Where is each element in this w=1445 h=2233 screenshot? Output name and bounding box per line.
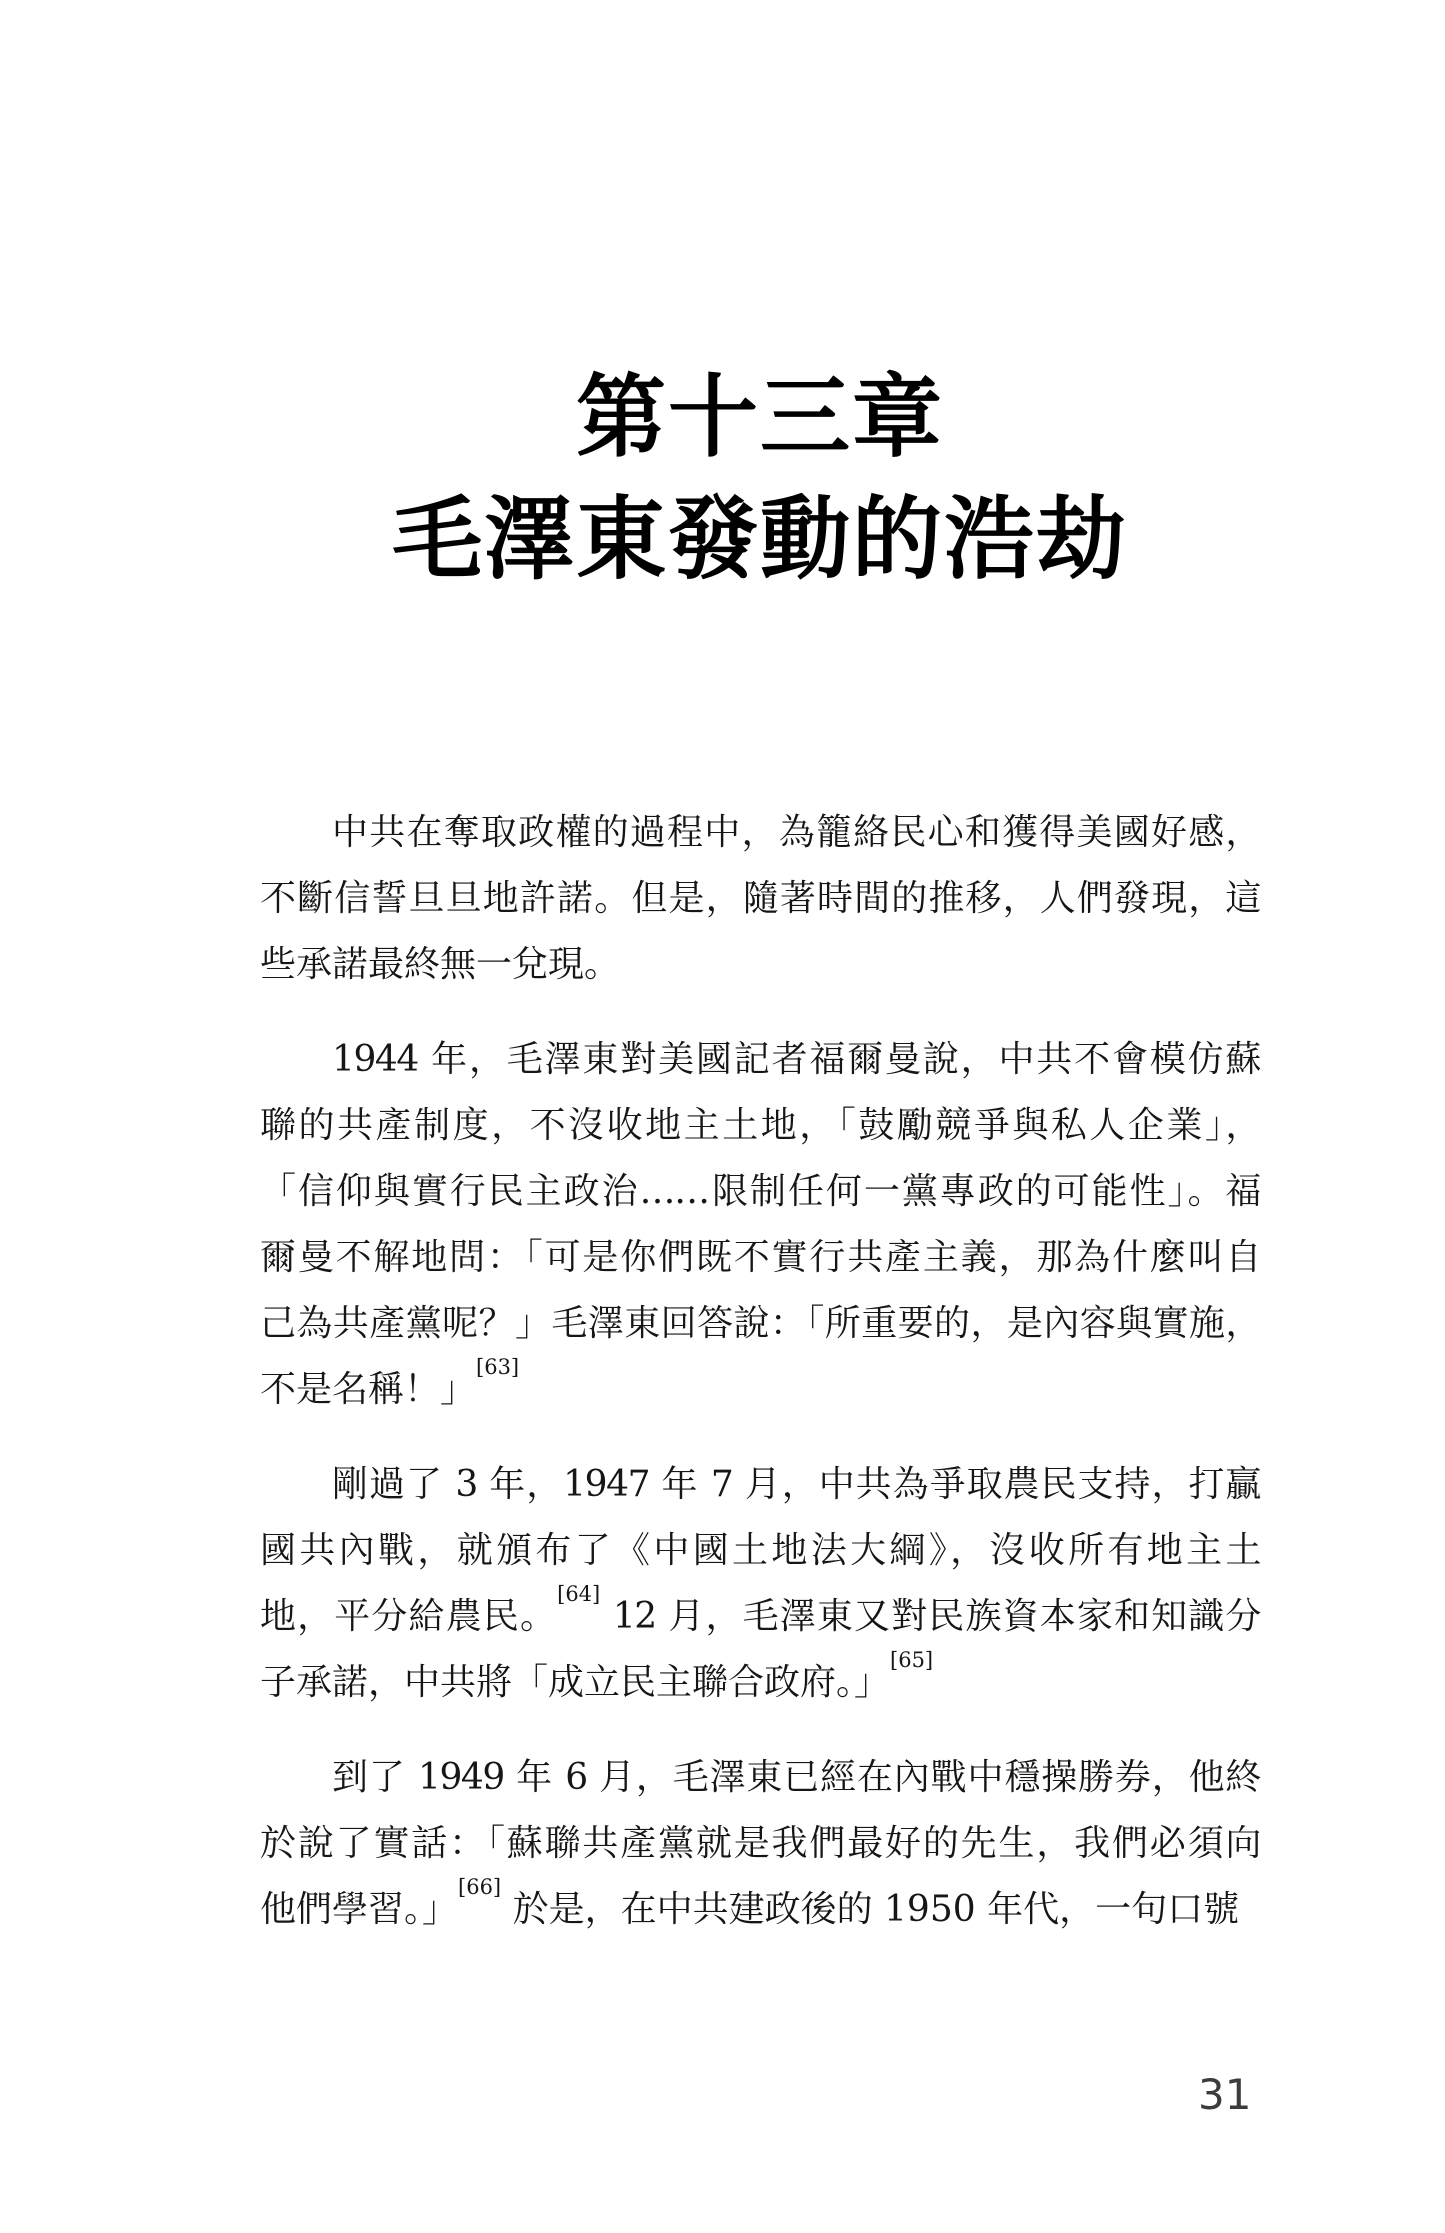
text-segment: 爾曼不解地問：「可是你們既不實行共產主義，那為什麼叫自	[260, 1237, 1260, 1278]
body-paragraphs	[260, 800, 1260, 1972]
footnote-ref: [66]	[458, 1875, 502, 1899]
text-line	[260, 1650, 1260, 1716]
footnote-ref: [64]	[557, 1582, 601, 1606]
paragraph	[260, 1452, 1260, 1716]
text-line	[260, 1452, 1260, 1518]
text-line	[260, 1357, 1260, 1423]
text-segment: 地，平分給農民。	[260, 1596, 558, 1637]
text-segment: 12 月，毛澤東又對民族資本家和知識分	[600, 1596, 1260, 1637]
footnote-ref: [63]	[476, 1355, 520, 1379]
paragraph	[260, 800, 1260, 998]
text-segment: 於是，在中共建政後的 1950 年代，一句口號	[501, 1889, 1240, 1930]
text-line	[260, 1518, 1260, 1584]
text-segment: 己為共產黨呢？」毛澤東回答說：「所重要的，是內容與實施，	[260, 1303, 1260, 1344]
paragraph	[260, 1745, 1260, 1943]
chapter-title	[260, 356, 1260, 600]
footnote-ref: [65]	[890, 1648, 934, 1672]
text-line	[260, 1291, 1260, 1357]
text-segment: 1944 年，毛澤東對美國記者福爾曼說，中共不會模仿蘇	[332, 1039, 1260, 1080]
text-line	[260, 1225, 1260, 1291]
text-segment: 些承諾最終無一兌現。	[260, 944, 621, 985]
text-line	[260, 1811, 1260, 1877]
text-line	[260, 1584, 1260, 1650]
chapter-number: 第十三章	[576, 364, 944, 470]
text-line	[260, 932, 1260, 998]
text-line	[260, 1745, 1260, 1811]
page-number: 31	[1198, 2070, 1252, 2119]
text-line	[260, 866, 1260, 932]
text-segment: 他們學習。」	[260, 1889, 459, 1930]
text-line	[260, 1093, 1260, 1159]
paragraph	[260, 1027, 1260, 1423]
text-segment: 中共在奪取政權的過程中，為籠絡民心和獲得美國好感，	[332, 812, 1260, 853]
text-segment: 到了 1949 年 6 月，毛澤東已經在內戰中穩操勝券，他終	[332, 1757, 1260, 1798]
text-line	[260, 800, 1260, 866]
text-segment: 子承諾，中共將「成立民主聯合政府。」	[260, 1662, 891, 1703]
text-line	[260, 1159, 1260, 1225]
text-segment: 於說了實話：「蘇聯共產黨就是我們最好的先生，我們必須向	[260, 1823, 1260, 1864]
text-segment: 「信仰與實行民主政治……限制任何一黨專政的可能性」。福	[260, 1171, 1260, 1212]
text-segment: 不斷信誓旦旦地許諾。但是，隨著時間的推移，人們發現，這	[260, 878, 1260, 919]
text-segment: 國共內戰，就頒布了《中國土地法大綱》，沒收所有地主土	[260, 1530, 1260, 1571]
chapter-name: 毛澤東發動的浩劫	[392, 486, 1128, 592]
text-segment: 不是名稱！」	[260, 1369, 477, 1410]
text-segment: 剛過了 3 年，1947 年 7 月，中共為爭取農民支持，打贏	[332, 1464, 1260, 1505]
text-segment: 聯的共產制度，不沒收地主土地，「鼓勵競爭與私人企業」，	[260, 1105, 1260, 1146]
text-line	[260, 1027, 1260, 1093]
text-line	[260, 1877, 1260, 1943]
